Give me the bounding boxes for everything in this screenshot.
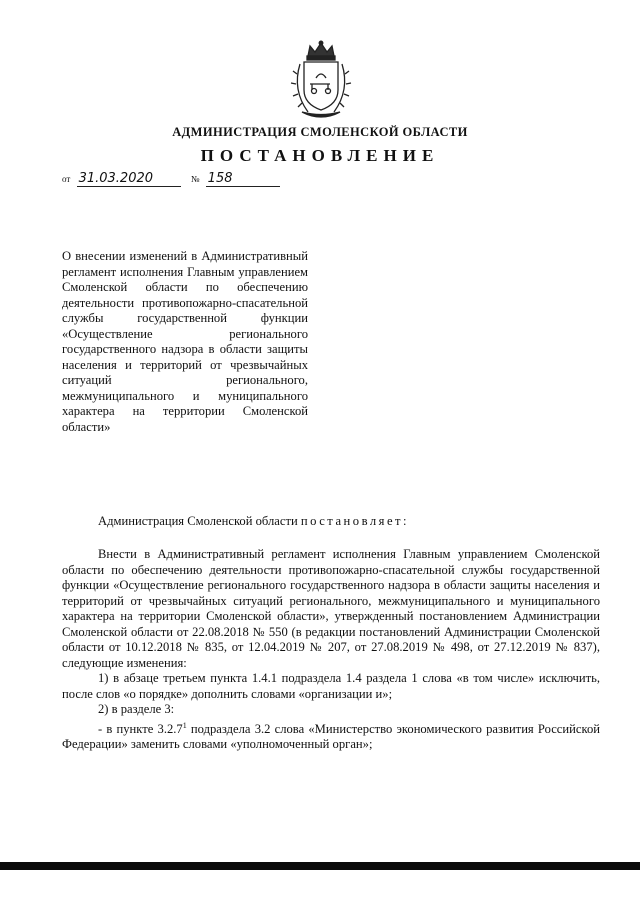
sub-item-superscript: 1 [182, 720, 187, 730]
date-number-line [62, 172, 280, 187]
number-value: 158 [206, 172, 280, 187]
sub-item-text-end: подраздела 3.2 слова «Министерство экономического развития Российской Федерации» заменить словами «уполномоченный орган»; [62, 721, 600, 752]
sub-item-text-start: - в пункте 3.2.7 [98, 721, 183, 736]
coat-of-arms-emblem [290, 40, 352, 124]
preamble-decree-word: постановляет: [300, 514, 410, 528]
paragraph-item-1: 1) в абзаце третьем пункта 1.4.1 подраздела 1.4 раздела 1 слова «в том числе» исключить, после слов «о порядке» дополнить словами «организации и»; [62, 671, 600, 701]
document-subject: О внесении изменений в Административный регламент исполнения Главным управлением Смоленской области по обеспечению деятельности противопожарно-спасательной службы государственной функции «Осуществление регионального государственного надзора в области защиты населения и территорий от чрезвычайных ситуаций регионального, межмуниципального и муниципального характера на территории Смоленской области» [62, 249, 308, 434]
organization-title: АДМИНИСТРАЦИЯ СМОЛЕНСКОЙ ОБЛАСТИ [172, 125, 468, 139]
preamble-prefix: Администрация Смоленской области [98, 514, 301, 528]
paragraph-item-2-sub [62, 718, 600, 753]
paragraph-main: Внести в Административный регламент исполнения Главным управлением Смоленской области по обеспечению деятельности противопожарно-спасательной службы государственной функции «Осуществление регионального государственного надзора в области защиты населения и территорий от чрезвычайных ситуаций регионального, межмуниципального и муниципального характера на территории Смоленской области», утвержденный постановлением Администрации Смоленской области от 22.08.2018 № 550 (в редакции постановлений Администрации Смоленской области от 10.12.2018 № 835, от 12.04.2019 № 207, от 27.08.2019 № 498, от 27.12.2019 № 837), следующие изменения: [62, 547, 600, 670]
preamble [62, 514, 600, 530]
paragraph-item-2: 2) в разделе 3: [98, 702, 175, 716]
number-label: № [190, 174, 200, 184]
document-body [62, 547, 600, 753]
document-type-heading: ПОСТАНОВЛЕНИЕ [200, 146, 440, 165]
page-bottom-rule [0, 862, 640, 870]
date-label: от [62, 174, 71, 184]
date-value: 31.03.2020 [77, 172, 181, 187]
